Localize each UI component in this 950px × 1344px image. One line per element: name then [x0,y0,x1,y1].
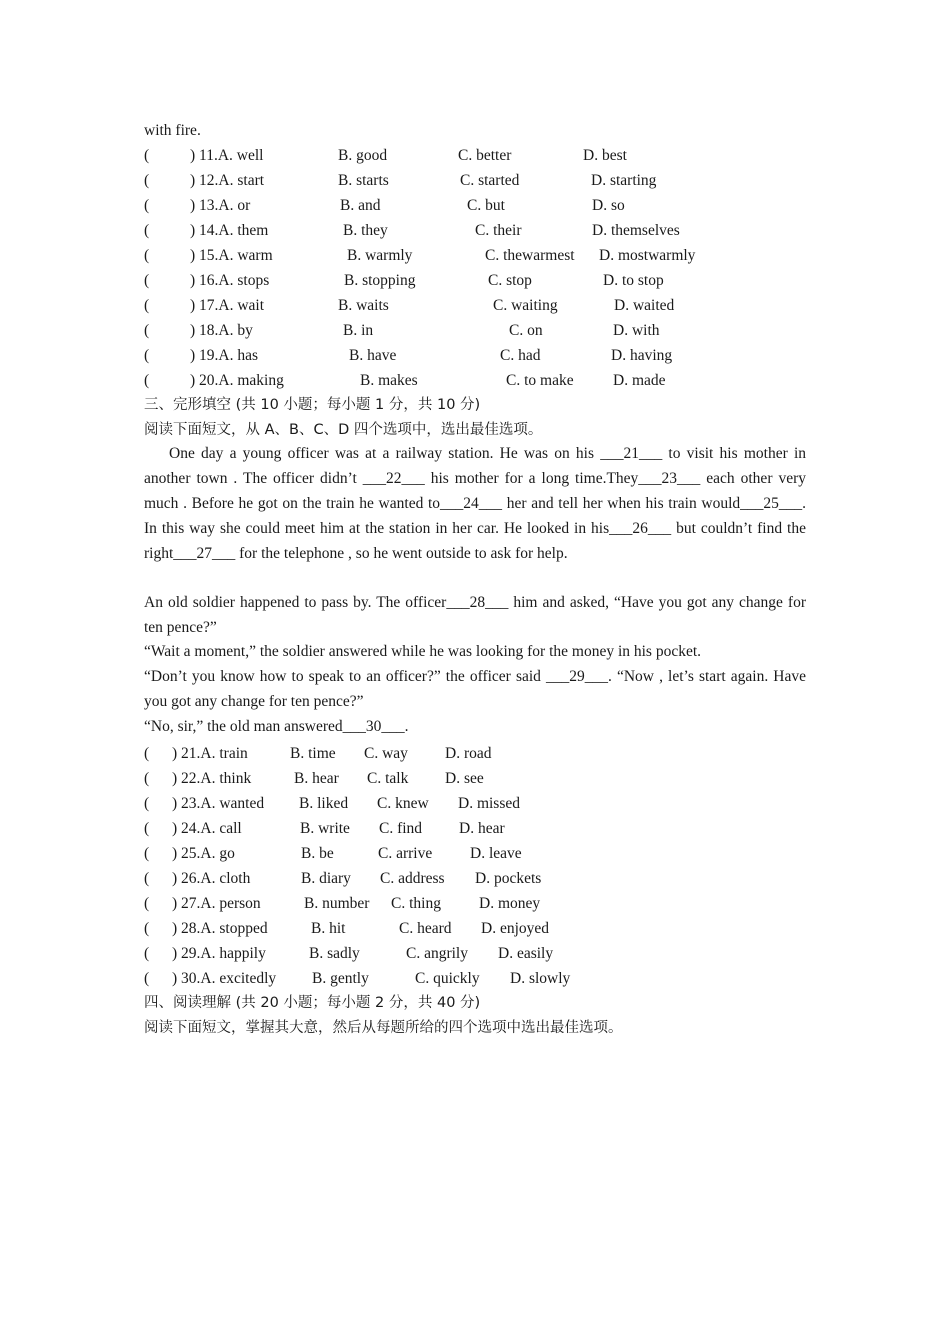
option-a: ) 13.A. or [190,197,251,214]
answer-paren[interactable]: ( [144,870,150,887]
option-b: B. diary [301,870,351,887]
answer-paren[interactable]: ( [144,197,150,214]
option-b: B. time [290,745,336,762]
option-b: B. they [343,222,388,239]
option-a: ) 24.A. call [172,820,242,837]
option-a: ) 18.A. by [190,322,253,339]
option-d: D. to stop [603,272,664,289]
answer-paren[interactable]: ( [144,297,150,314]
option-b: B. waits [338,297,389,314]
option-d: D. having [611,347,673,364]
option-b: B. sadly [309,945,360,962]
option-c: C. heard [399,920,452,937]
answer-paren[interactable]: ( [144,920,150,937]
option-c: C. find [379,820,423,837]
option-d: D. made [613,372,666,389]
option-c: C. had [500,347,541,364]
option-a: ) 25.A. go [172,845,235,862]
intro-tail-text: with fire. [144,122,201,139]
option-a: ) 16.A. stops [190,272,270,289]
option-a: ) 30.A. excitedly [172,970,277,987]
option-b: B. and [340,197,381,214]
option-d: D. easily [498,945,554,962]
option-d: D. leave [470,845,522,862]
option-c: C. thewarmest [485,247,575,264]
passage-paragraph-3: “Wait a moment,” the soldier answered while he was looking for the money in his pocket. [144,643,702,660]
option-c: C. on [509,322,543,339]
answer-paren[interactable]: ( [144,745,150,762]
option-b: B. good [338,147,388,164]
option-d: D. best [583,147,627,164]
option-d: D. missed [458,795,520,812]
option-b: B. number [304,895,370,912]
passage-paragraph-1: One day a young officer was at a railway station. He was on his ___21___ to visit his mother in another town . The officer didn’t ___22___ his mother for a long time.They___23___ each other very much . Before he got on the train he wanted to___24___ her and tell her when his train would___25___. In this way she could meet him at the station in her car. He looked in his___26___ but couldn’t find the right___27___ for the telephone , so he went outside to ask for help. [144,445,806,562]
option-c: C. but [467,197,505,214]
option-a: ) 27.A. person [172,895,261,912]
option-c: C. waiting [493,297,558,314]
option-a: ) 20.A. making [190,372,284,389]
option-d: D. starting [591,172,657,189]
option-b: B. hear [294,770,339,787]
option-d: D. pockets [475,870,542,887]
answer-paren[interactable]: ( [144,970,150,987]
option-a: ) 15.A. warm [190,247,273,264]
answer-paren[interactable]: ( [144,347,150,364]
option-a: ) 19.A. has [190,347,259,364]
option-d: D. money [479,895,541,912]
answer-paren[interactable]: ( [144,322,150,339]
answer-paren[interactable]: ( [144,770,150,787]
passage-paragraph-2: An old soldier happened to pass by. The officer___28___ him and asked, “Have you got any change for ten pence?” [144,594,806,636]
option-c: C. started [460,172,520,189]
option-c: C. talk [367,770,409,787]
answer-paren[interactable]: ( [144,945,150,962]
answer-paren[interactable]: ( [144,147,150,164]
option-b: B. hit [311,920,346,937]
answer-paren[interactable]: ( [144,795,150,812]
option-c: C. thing [391,895,441,912]
option-a: ) 21.A. train [172,745,248,762]
passage-paragraph-4: “Don’t you know how to speak to an officer?” the officer said ___29___. “Now , let’s start again. Have you got any change for ten pence?” [144,668,806,710]
option-a: ) 22.A. think [172,770,252,787]
option-b: B. have [349,347,397,364]
option-c: C. angrily [406,945,468,962]
option-a: ) 28.A. stopped [172,920,268,937]
option-d: D. themselves [592,222,680,239]
option-b: B. in [343,322,374,339]
option-a: ) 11.A. well [190,147,264,164]
section3-heading: 三、完形填空 (共 10 小题；每小题 1 分，共 10 分) [144,397,481,413]
option-b: B. gently [312,970,369,987]
option-c: C. knew [377,795,429,812]
option-b: B. write [300,820,350,837]
option-b: B. stopping [344,272,416,289]
option-d: D. hear [459,820,505,837]
option-a: ) 26.A. cloth [172,870,251,887]
answer-paren[interactable]: ( [144,272,150,289]
option-c: C. their [475,222,522,239]
answer-paren[interactable]: ( [144,845,150,862]
option-d: D. enjoyed [481,920,550,937]
passage-paragraph-5: “No, sir,” the old man answered___30___. [144,718,409,735]
option-c: C. stop [488,272,532,289]
option-c: C. to make [506,372,574,389]
option-a: ) 29.A. happily [172,945,266,962]
option-d: D. waited [614,297,675,314]
answer-paren[interactable]: ( [144,895,150,912]
option-d: D. slowly [510,970,571,987]
option-a: ) 14.A. them [190,222,269,239]
answer-paren[interactable]: ( [144,247,150,264]
option-a: ) 12.A. start [190,172,265,189]
option-b: B. makes [360,372,418,389]
option-d: D. road [445,745,492,762]
option-b: B. warmly [347,247,413,264]
option-b: B. liked [299,795,349,812]
option-c: C. address [380,870,445,887]
answer-paren[interactable]: ( [144,820,150,837]
option-d: D. mostwarmly [599,247,696,264]
answer-paren[interactable]: ( [144,172,150,189]
option-b: B. be [301,845,334,862]
option-c: C. way [364,745,408,762]
section4-heading: 四、阅读理解 (共 20 小题；每小题 2 分，共 40 分) [144,995,481,1011]
section3-instruction: 阅读下面短文，从 A、B、C、D 四个选项中，选出最佳选项。 [144,422,543,438]
answer-paren[interactable]: ( [144,222,150,239]
option-a: ) 17.A. wait [190,297,265,314]
option-d: D. so [592,197,625,214]
option-b: B. starts [338,172,389,189]
option-c: C. quickly [415,970,480,987]
option-d: D. see [445,770,484,787]
option-d: D. with [613,322,660,339]
answer-paren[interactable]: ( [144,372,150,389]
option-c: C. better [458,147,512,164]
section4-instruction: 阅读下面短文，掌握其大意，然后从每题所给的四个选项中选出最佳选项。 [144,1020,623,1036]
option-c: C. arrive [378,845,433,862]
option-a: ) 23.A. wanted [172,795,265,812]
